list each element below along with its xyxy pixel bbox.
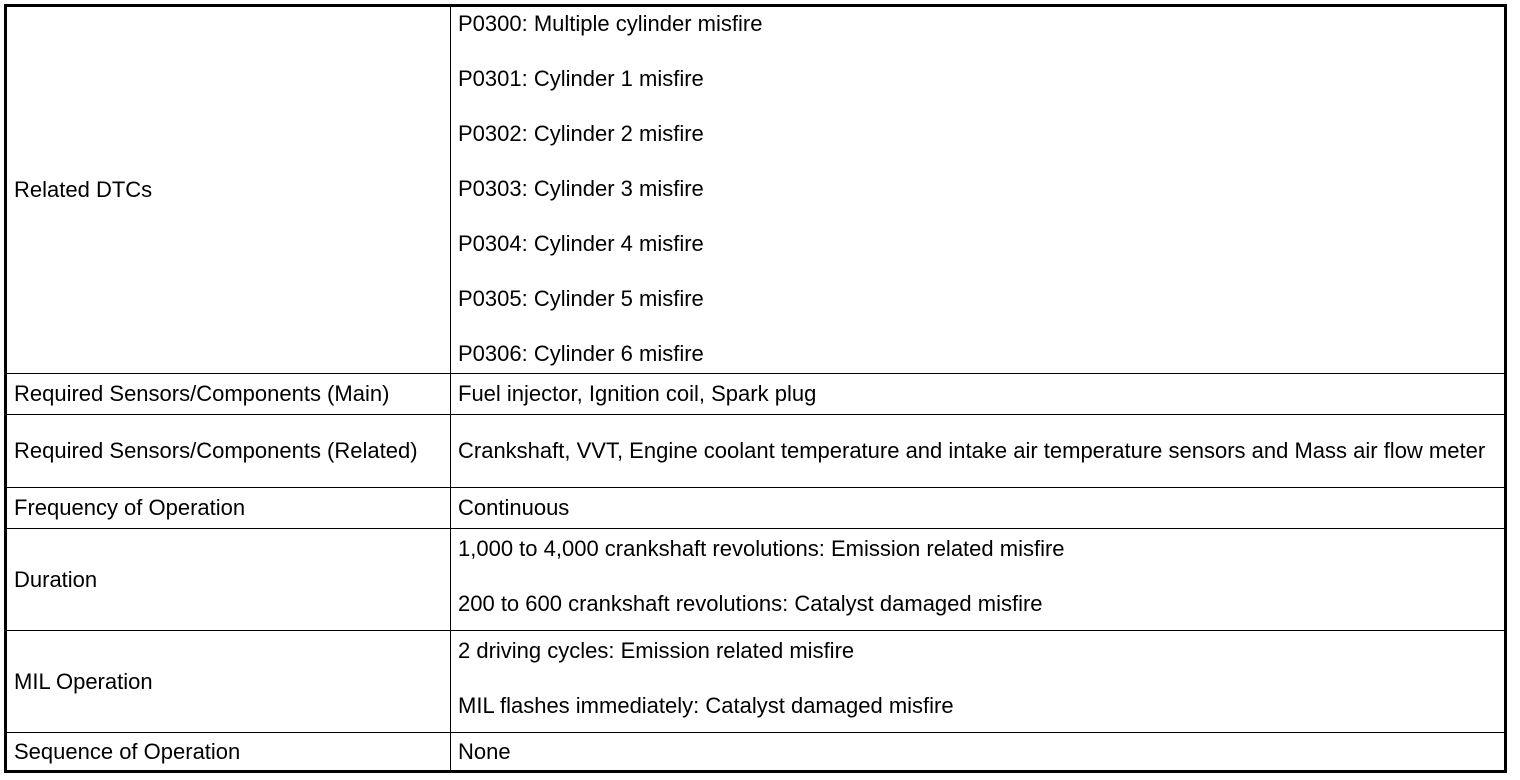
duration-item: 200 to 600 crankshaft revolutions: Catalyst damaged misfire [458,591,1043,616]
row-label: Required Sensors/Components (Main) [6,374,451,415]
table-row [6,529,1506,631]
row-label: Required Sensors/Components (Related) [6,415,451,488]
table-row [6,6,1506,374]
dtc-item: P0303: Cylinder 3 misfire [458,176,704,201]
dtc-item: P0301: Cylinder 1 misfire [458,66,704,91]
table-row [6,631,1506,733]
mil-item: MIL flashes immediately: Catalyst damaged misfire [458,693,954,718]
row-value: Crankshaft, VVT, Engine coolant temperature and intake air temperature sensors and Mass air flow meter [451,415,1506,488]
dtc-item: P0306: Cylinder 6 misfire [458,341,704,366]
dtc-item: P0302: Cylinder 2 misfire [458,121,704,146]
row-value: Continuous [451,488,1506,529]
dtc-item: P0300: Multiple cylinder misfire [458,11,763,36]
dtc-item: P0305: Cylinder 5 misfire [458,286,704,311]
table-row [6,374,1506,415]
row-label: Frequency of Operation [6,488,451,529]
table-row [6,488,1506,529]
monitor-spec-table [4,4,1507,773]
row-value: None [451,733,1506,772]
row-label: Duration [6,529,451,631]
row-value [451,631,1506,733]
row-label: Sequence of Operation [6,733,451,772]
duration-item: 1,000 to 4,000 crankshaft revolutions: Emission related misfire [458,536,1065,561]
row-value [451,6,1506,374]
row-label: Related DTCs [6,6,451,374]
dtc-item: P0304: Cylinder 4 misfire [458,231,704,256]
row-label: MIL Operation [6,631,451,733]
row-value [451,529,1506,631]
table-row [6,415,1506,488]
mil-item: 2 driving cycles: Emission related misfire [458,638,855,663]
row-value: Fuel injector, Ignition coil, Spark plug [451,374,1506,415]
table-row [6,733,1506,772]
